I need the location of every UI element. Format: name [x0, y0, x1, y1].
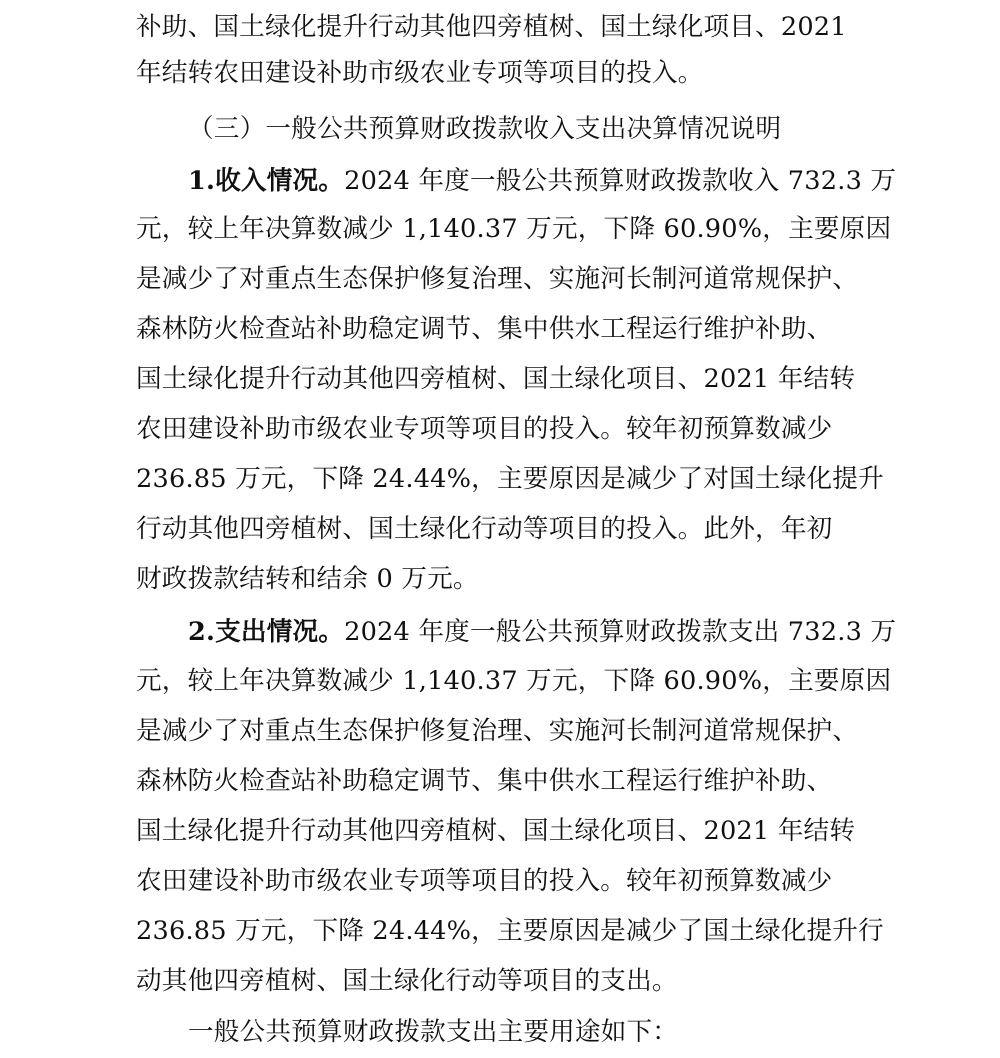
income-line-5: 国土绿化提升行动其他四旁植树、国土绿化项目、2021 年结转 — [136, 364, 856, 394]
income-lead-label: 1.收入情况。 — [188, 166, 345, 196]
text-line-1: 补助、国土绿化提升行动其他四旁植树、国土绿化项目、2021 — [136, 12, 847, 42]
expense-line-5: 国土绿化提升行动其他四旁植树、国土绿化项目、2021 年结转 — [136, 816, 856, 846]
expense-line-8: 动其他四旁植树、国土绿化行动等项目的支出。 — [136, 966, 678, 996]
income-line-9: 财政拨款结转和结余 0 万元。 — [136, 564, 479, 594]
usage-intro-line: 一般公共预算财政拨款支出主要用途如下： — [188, 1017, 679, 1047]
income-lead-text: 2024 年度一般公共预算财政拨款收入 732.3 万 — [344, 166, 897, 196]
income-line-7: 236.85 万元，下降 24.44%，主要原因是减少了对国土绿化提升 — [136, 464, 884, 494]
income-line-3: 是减少了对重点生态保护修复治理、实施河长制河道常规保护、 — [136, 264, 859, 294]
text-line-2: 年结转农田建设补助市级农业专项等项目的投入。 — [136, 58, 704, 88]
expense-line-3: 是减少了对重点生态保护修复治理、实施河长制河道常规保护、 — [136, 716, 859, 746]
expense-line-2: 元，较上年决算数减少 1,140.37 万元，下降 60.90%，主要原因 — [136, 666, 892, 696]
income-line-2: 元，较上年决算数减少 1,140.37 万元，下降 60.90%，主要原因 — [136, 214, 892, 244]
income-line-6: 农田建设补助市级农业专项等项目的投入。较年初预算数减少 — [136, 414, 833, 444]
income-line-8: 行动其他四旁植树、国土绿化行动等项目的投入。此外，年初 — [136, 514, 833, 544]
expense-paragraph-first-line — [188, 606, 896, 658]
expense-line-6: 农田建设补助市级农业专项等项目的投入。较年初预算数减少 — [136, 866, 833, 896]
income-line-4: 森林防火检查站补助稳定调节、集中供水工程运行维护补助、 — [136, 314, 833, 344]
expense-line-7: 236.85 万元，下降 24.44%，主要原因是减少了国土绿化提升行 — [136, 916, 884, 946]
income-paragraph-first-line — [188, 155, 896, 207]
section-heading: （三）一般公共预算财政拨款收入支出决算情况说明 — [188, 114, 782, 144]
expense-line-4: 森林防火检查站补助稳定调节、集中供水工程运行维护补助、 — [136, 766, 833, 796]
expense-lead-text: 2024 年度一般公共预算财政拨款支出 732.3 万 — [344, 617, 897, 647]
expense-lead-label: 2.支出情况。 — [188, 617, 345, 647]
